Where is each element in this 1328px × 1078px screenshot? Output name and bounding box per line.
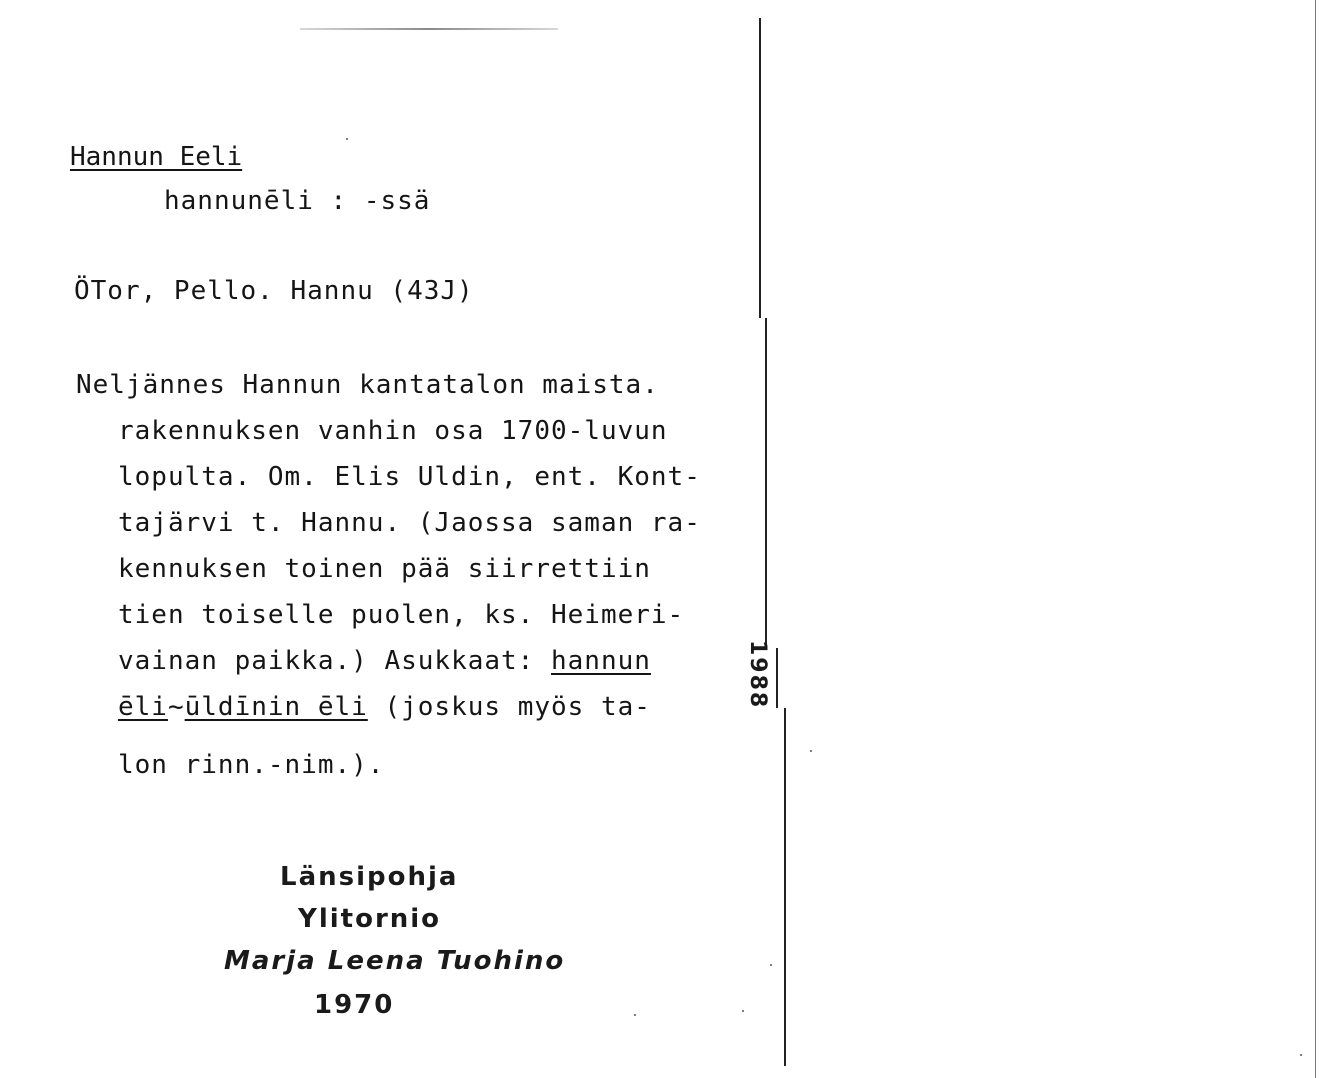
- vertical-divider-lower: [776, 648, 778, 708]
- body-line-6: tien toiselle puolen, ks. Heimeri-: [118, 600, 685, 630]
- edge-fragment: 1988: [745, 640, 770, 710]
- body-line-4: tajärvi t. Hannu. (Jaossa saman ra-: [118, 508, 701, 538]
- resident-name-eli: ēli: [118, 692, 168, 722]
- right-edge-line: [1315, 0, 1316, 1078]
- card-title: Hannun Eeli: [70, 142, 243, 172]
- scan-speck: [1300, 1054, 1302, 1056]
- stamp-parish: Ylitornio: [298, 904, 442, 934]
- stamp-collector: Marja Leena Tuohino: [224, 946, 566, 976]
- body-line-9: lon rinn.-nim.).: [118, 750, 385, 780]
- body-line-7: [118, 646, 651, 676]
- body-line-7-text: vainan paikka.) Asukkaat:: [118, 646, 551, 676]
- scan-speck: [770, 964, 772, 966]
- scan-speck: [810, 750, 812, 752]
- body-line-8-text: (joskus myös ta-: [367, 692, 651, 722]
- vertical-divider-bottom: [784, 708, 786, 1066]
- scan-speck: [634, 1014, 636, 1016]
- resident-name-hannun: hannun: [551, 646, 651, 676]
- location-line: ÖTor, Pello. Hannu (43J): [74, 276, 474, 306]
- body-line-1: Neljännes Hannun kantatalon maista.: [76, 370, 659, 400]
- body-line-5: kennuksen toinen pää siirrettiin: [118, 554, 651, 584]
- tilde-separator: ~: [167, 692, 185, 722]
- scan-speck: [742, 1010, 744, 1012]
- body-line-2: rakennuksen vanhin osa 1700-luvun: [118, 416, 668, 446]
- pronunciation: hannunēli : -ssä: [164, 186, 431, 216]
- vertical-divider-upper: [759, 18, 761, 318]
- vertical-divider-middle: [765, 318, 767, 648]
- resident-name-uldinin-eli: ūldīnin ēli: [184, 692, 368, 722]
- stamp-year: 1970: [314, 990, 395, 1020]
- stamp-region: Länsipohja: [280, 862, 459, 892]
- top-rule: [300, 28, 558, 30]
- body-line-8: [118, 692, 651, 722]
- body-line-3: lopulta. Om. Elis Uldin, ent. Kont-: [118, 462, 701, 492]
- scan-speck: [346, 138, 348, 140]
